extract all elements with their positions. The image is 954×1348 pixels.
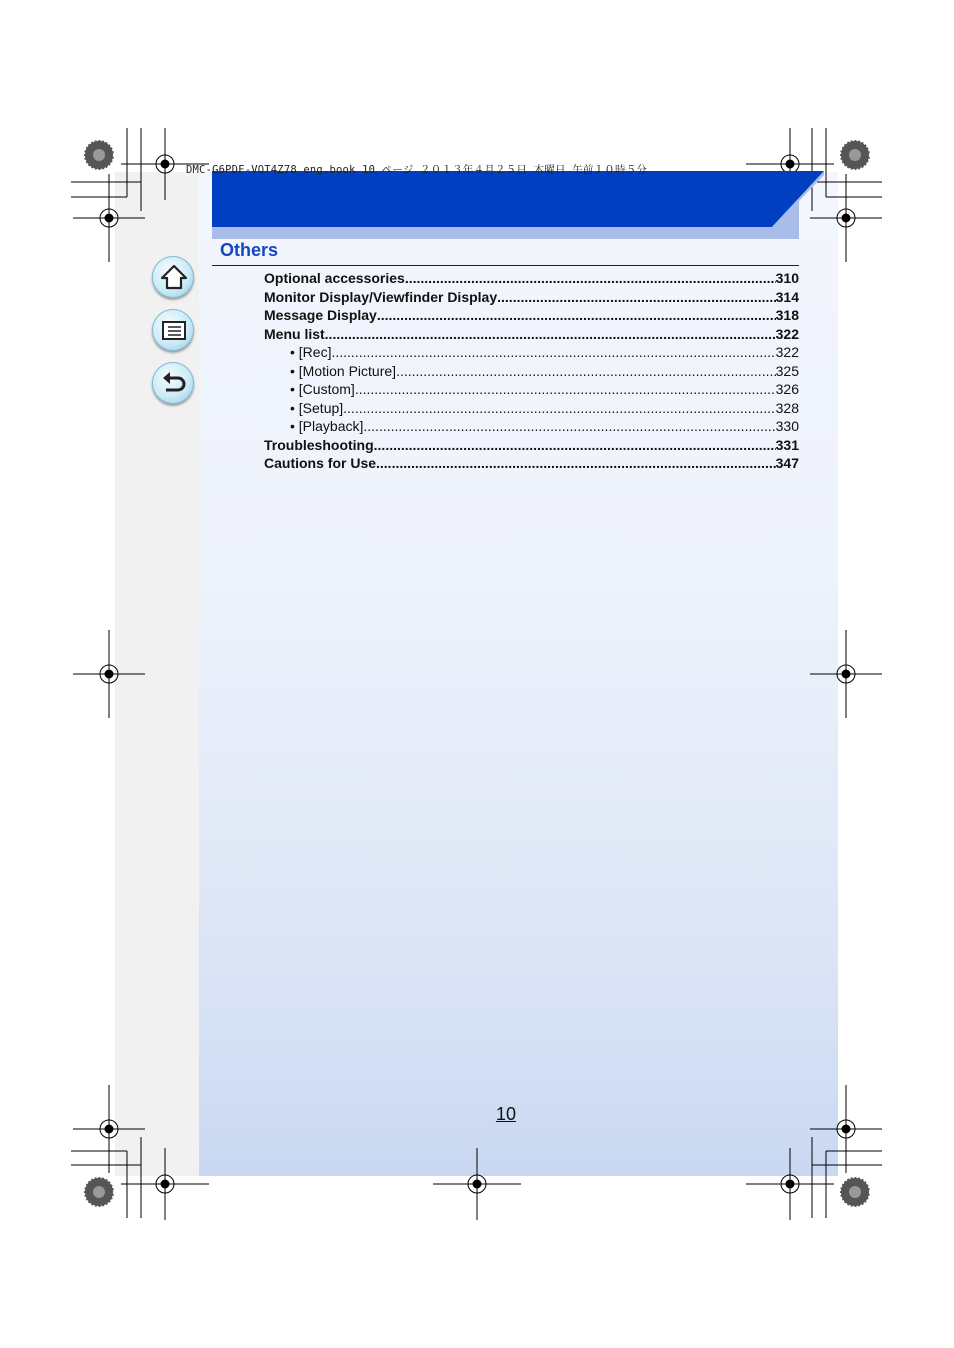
page-number: 10 (495, 1104, 517, 1124)
toc-entry-troubleshooting[interactable]: Troubleshooting ..... 331 (264, 437, 799, 454)
contents-button[interactable] (152, 309, 194, 351)
toc-entry-custom[interactable]: • [Custom] ..... 326 (290, 381, 799, 398)
back-button[interactable] (152, 362, 194, 404)
contents-list-icon (153, 310, 195, 352)
home-button[interactable] (152, 256, 194, 298)
toc-entry-monitor-display[interactable]: Monitor Display/Viewfinder Display ..... 314 (264, 289, 799, 306)
toc-entry-menu-list[interactable]: Menu list ..... 322 (264, 326, 799, 343)
section-title: Others (220, 240, 279, 260)
toc-entry-cautions-for-use[interactable]: Cautions for Use ..... 347 (264, 455, 799, 472)
header-band (212, 171, 824, 239)
title-divider (212, 265, 799, 266)
toc-entry-rec[interactable]: • [Rec] ..... 322 (290, 344, 799, 361)
toc-entry-optional-accessories[interactable]: Optional accessories ..... 310 (264, 270, 799, 287)
home-icon (153, 257, 195, 299)
toc-entry-message-display[interactable]: Message Display ..... 318 (264, 307, 799, 324)
print-info-line: DMC-G6PDF-VQT4Z78_eng.book 10 ページ ２０１３年４月２５日 木曜日 午前１０時５分 (186, 164, 648, 176)
toc-entry-motion-picture[interactable]: • [Motion Picture] ..... 325 (290, 363, 799, 380)
toc-entry-setup[interactable]: • [Setup] ..... 328 (290, 400, 799, 417)
back-arrow-icon (153, 363, 195, 405)
toc-entry-playback[interactable]: • [Playback] ..... 330 (290, 418, 799, 435)
